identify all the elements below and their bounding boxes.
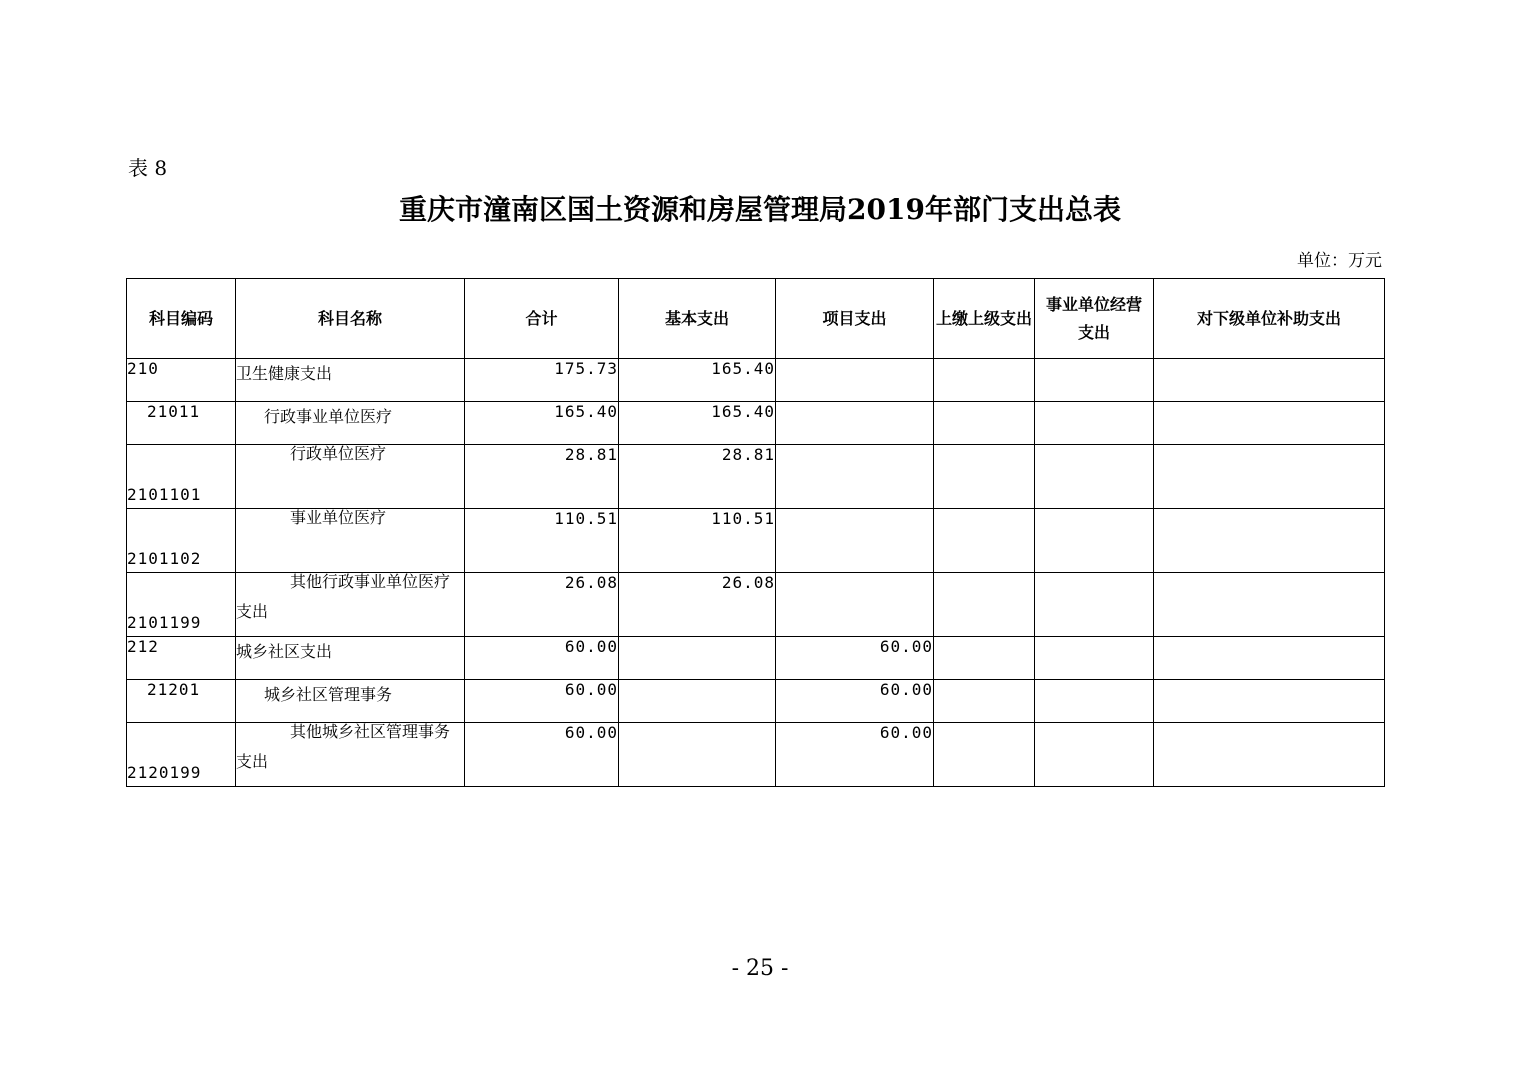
cell-name-text: 行政单位医疗 <box>290 444 387 463</box>
cell-project <box>776 509 934 573</box>
cell-operating <box>1035 402 1154 445</box>
header-upper-text: 上缴上级支出 <box>936 308 1033 328</box>
cell-total: 60.00 <box>465 637 619 680</box>
cell-upper <box>934 359 1035 402</box>
cell-subsidy <box>1154 509 1385 573</box>
cell-upper <box>934 402 1035 445</box>
cell-code: 2101101 <box>127 445 236 509</box>
cell-subsidy <box>1154 573 1385 637</box>
cell-code: 2101199 <box>127 573 236 637</box>
cell-name <box>236 723 465 787</box>
cell-total: 60.00 <box>465 723 619 787</box>
cell-basic <box>619 680 776 723</box>
page-number: - 25 - <box>731 956 789 981</box>
header-project: 项目支出 <box>776 279 934 359</box>
cell-project <box>776 573 934 637</box>
cell-name-text: 城乡社区管理事务 <box>264 685 393 704</box>
cell-operating <box>1035 509 1154 573</box>
cell-name-text: 其他城乡社区管理事务支出 <box>236 722 451 771</box>
cell-subsidy <box>1154 359 1385 402</box>
cell-code: 212 <box>127 637 236 680</box>
cell-total: 60.00 <box>465 680 619 723</box>
cell-operating <box>1035 359 1154 402</box>
cell-basic: 26.08 <box>619 573 776 637</box>
cell-total: 28.81 <box>465 445 619 509</box>
table-label: 表 8 <box>128 156 168 180</box>
cell-basic: 165.40 <box>619 402 776 445</box>
cell-project <box>776 445 934 509</box>
cell-upper <box>934 445 1035 509</box>
cell-basic <box>619 723 776 787</box>
table-row <box>127 445 1385 509</box>
cell-name-text: 事业单位医疗 <box>290 508 387 527</box>
cell-code: 21201 <box>127 680 236 723</box>
cell-project: 60.00 <box>776 680 934 723</box>
cell-upper <box>934 509 1035 573</box>
unit-label: 单位：万元 <box>1297 251 1382 271</box>
cell-name <box>236 637 465 680</box>
cell-total: 175.73 <box>465 359 619 402</box>
cell-upper <box>934 680 1035 723</box>
table-header-row <box>127 279 1385 359</box>
cell-project: 60.00 <box>776 637 934 680</box>
cell-basic: 110.51 <box>619 509 776 573</box>
cell-total: 26.08 <box>465 573 619 637</box>
cell-upper <box>934 723 1035 787</box>
header-basic: 基本支出 <box>619 279 776 359</box>
table-row <box>127 637 1385 680</box>
cell-code: 21011 <box>127 402 236 445</box>
cell-operating <box>1035 637 1154 680</box>
cell-operating <box>1035 723 1154 787</box>
cell-name-text: 城乡社区支出 <box>236 642 333 661</box>
cell-name-text: 其他行政事业单位医疗支出 <box>236 572 451 621</box>
cell-project <box>776 402 934 445</box>
cell-name <box>236 359 465 402</box>
cell-code: 2101102 <box>127 509 236 573</box>
header-total: 合计 <box>465 279 619 359</box>
cell-subsidy <box>1154 723 1385 787</box>
header-operating <box>1035 279 1154 359</box>
cell-name <box>236 445 465 509</box>
cell-name-text: 行政事业单位医疗 <box>264 407 393 426</box>
cell-subsidy <box>1154 402 1385 445</box>
header-subsidy: 对下级单位补助支出 <box>1154 279 1385 359</box>
cell-basic <box>619 637 776 680</box>
cell-total: 165.40 <box>465 402 619 445</box>
cell-upper <box>934 573 1035 637</box>
header-name: 科目名称 <box>236 279 465 359</box>
table-row <box>127 573 1385 637</box>
cell-subsidy <box>1154 445 1385 509</box>
header-upper <box>934 279 1035 359</box>
cell-name-text: 卫生健康支出 <box>236 364 333 383</box>
cell-subsidy <box>1154 637 1385 680</box>
cell-basic: 165.40 <box>619 359 776 402</box>
cell-subsidy <box>1154 680 1385 723</box>
expenditure-table <box>126 278 1385 787</box>
header-code: 科目编码 <box>127 279 236 359</box>
cell-project <box>776 359 934 402</box>
cell-name <box>236 573 465 637</box>
cell-operating <box>1035 445 1154 509</box>
cell-project: 60.00 <box>776 723 934 787</box>
header-operating-text: 事业单位经营支出 <box>1046 294 1143 342</box>
cell-name <box>236 509 465 573</box>
cell-upper <box>934 637 1035 680</box>
document-title: 重庆市潼南区国土资源和房屋管理局2019年部门支出总表 <box>399 193 1121 226</box>
cell-operating <box>1035 680 1154 723</box>
table-row <box>127 509 1385 573</box>
cell-operating <box>1035 573 1154 637</box>
table-row <box>127 359 1385 402</box>
cell-basic: 28.81 <box>619 445 776 509</box>
table-row <box>127 723 1385 787</box>
cell-total: 110.51 <box>465 509 619 573</box>
cell-code: 210 <box>127 359 236 402</box>
cell-code: 2120199 <box>127 723 236 787</box>
